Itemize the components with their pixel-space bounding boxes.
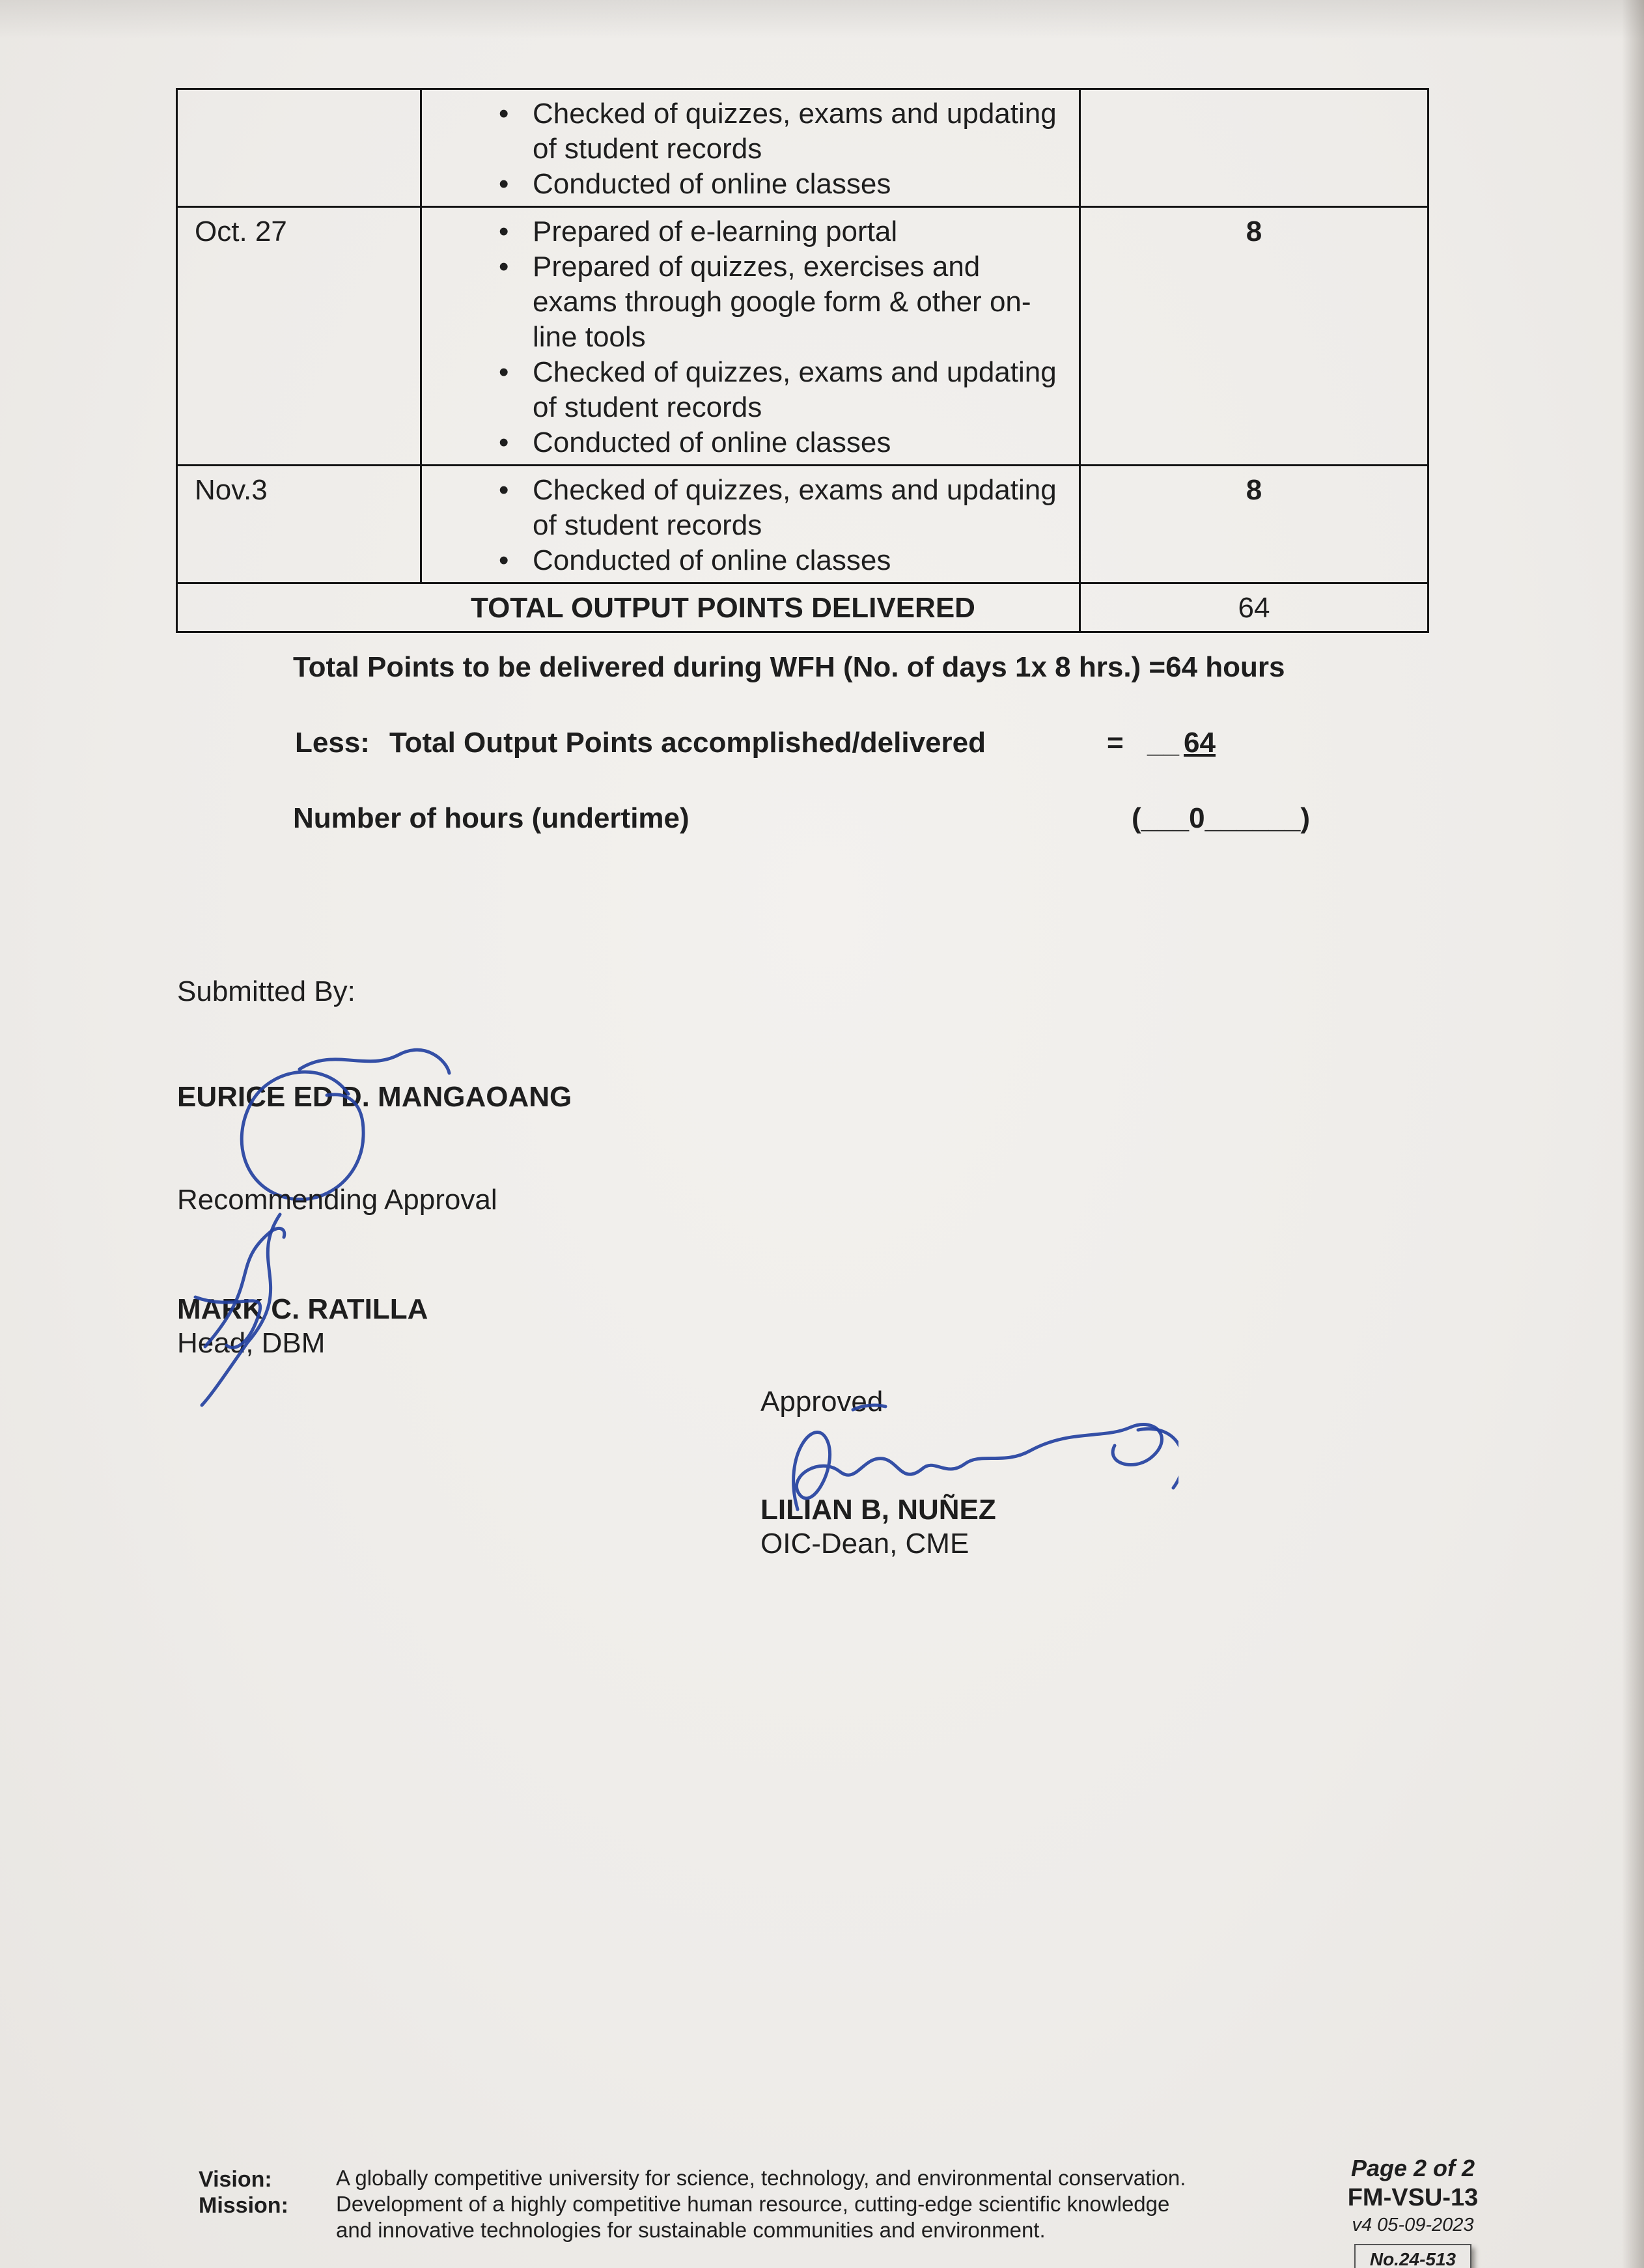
total-points: 64 [1079,584,1427,631]
activity-item [499,214,1066,249]
footer-vision-text: A globally competitive university for science, technology, and environmental conservation. [336,2166,1186,2190]
points-cell: 8 [1079,208,1427,464]
date-cell: Nov.3 [178,466,422,582]
activity-text: Conducted of online classes [533,427,891,458]
undertime-value: (___0______) [1132,802,1311,834]
footer-form-info [1315,2154,1511,2268]
recommending-name: MARK C. RATILLA [177,1293,428,1325]
activity-text: Checked of quizzes, exams and updating of student records [533,356,1057,423]
recommending-title: Head, DBM [177,1327,326,1359]
activities-cell [422,208,1079,464]
activity-text: Prepared of e-learning portal [533,216,898,247]
footer-mission-text-1: Development of a highly competitive human resource, cutting-edge scientific knowledge [336,2192,1170,2216]
activity-item [499,167,1066,202]
activity-item [499,96,1066,167]
activities-cell [422,466,1079,582]
footer-mission-text-2: and innovative technologies for sustainable communities and environment. [336,2218,1046,2242]
bullet-icon: • [499,216,509,247]
less-text: Total Output Points accomplished/delivered [389,727,986,759]
approved-label: Approved [760,1386,884,1418]
date-cell [178,90,422,206]
recommending-label: Recommending Approval [177,1184,497,1216]
activity-item [499,249,1066,355]
date-cell: Oct. 27 [178,208,422,464]
activity-item [499,473,1066,543]
submitted-by-label: Submitted By: [177,975,355,1007]
bullet-icon: • [499,98,509,130]
vision-label: Vision: [199,2167,272,2192]
bullet-icon: • [499,356,509,388]
activity-text: Conducted of online classes [533,168,891,200]
bullet-icon: • [499,427,509,458]
activity-item [499,543,1066,578]
page-number: Page 2 of 2 [1350,2155,1475,2181]
bullet-icon: • [499,474,509,506]
points-cell [1079,90,1427,206]
points-cell: 8 [1079,466,1427,582]
activity-text: Prepared of quizzes, exercises and exams through google form & other on-line tools [533,251,1031,353]
form-code: FM-VSU-13 [1347,2184,1479,2211]
equals-sign: = [1107,727,1124,759]
table-row [178,90,1427,206]
bullet-icon: • [499,544,509,576]
approved-title: OIC-Dean, CME [760,1528,969,1560]
mission-label: Mission: [199,2193,288,2218]
activity-text: Conducted of online classes [533,544,891,576]
table-row [178,206,1427,464]
activity-item [499,425,1066,460]
less-value-prefix: __ [1147,727,1179,759]
table-row [178,464,1427,582]
accomplishment-table [176,88,1429,633]
undertime-label: Number of hours (undertime) [293,802,690,834]
activity-item [499,355,1066,425]
bullet-icon: • [499,251,509,283]
doc-number-stamp: No.24-513 [1354,2244,1471,2268]
activity-text: Checked of quizzes, exams and updating of student records [533,98,1057,165]
approved-name: LILIAN B, NUÑEZ [760,1494,996,1526]
activity-text: Checked of quizzes, exams and updating of student records [533,474,1057,541]
total-points-text: Total Points to be delivered during WFH (No. of days 1x 8 hrs.) =64 hours [293,651,1285,683]
total-label: TOTAL OUTPUT POINTS DELIVERED [471,592,975,624]
less-label: Less: [295,727,370,759]
less-value: 64 [1184,727,1216,759]
table-total-row [178,582,1427,631]
form-version: v4 05-09-2023 [1352,2215,1474,2235]
submitted-by-name: EURICE ED D. MANGAOANG [177,1081,572,1113]
activities-cell [422,90,1079,206]
bullet-icon: • [499,168,509,200]
